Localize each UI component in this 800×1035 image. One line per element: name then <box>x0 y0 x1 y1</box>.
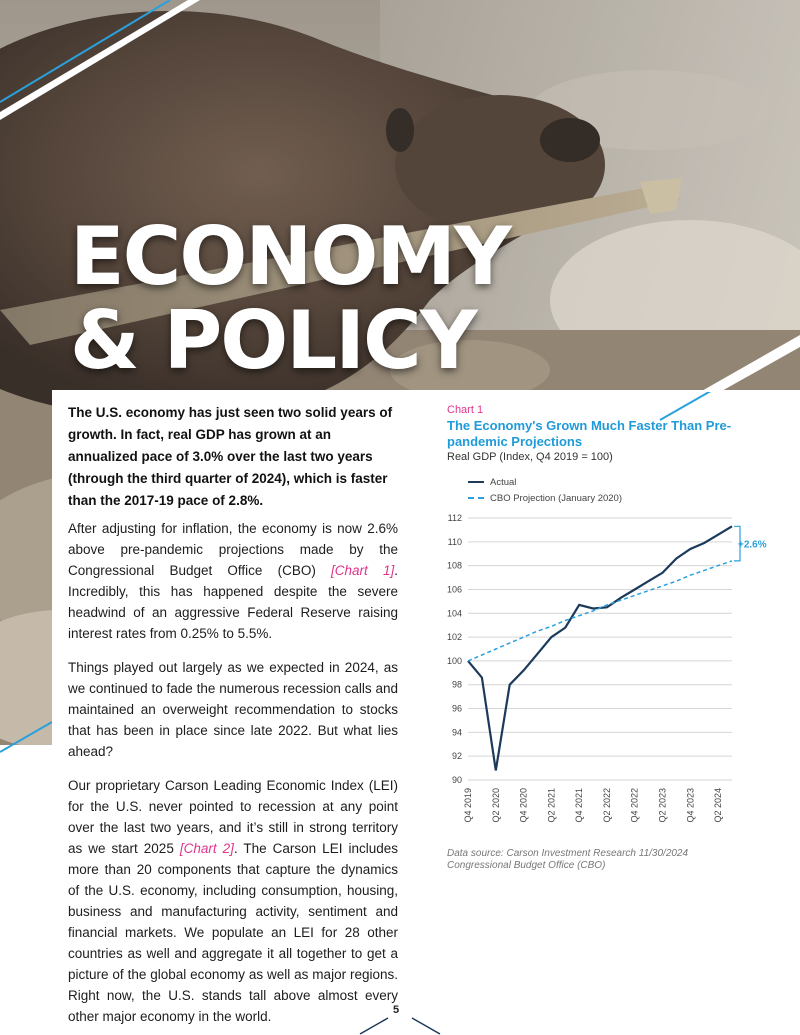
paragraph-1-text-end: . Incredibly, this has happened despite the severe headwind of an aggressive Federal Reserve raising interest rates from 0.25% to 5.5%. <box>68 563 398 641</box>
x-tick-label: Q2 2021 <box>546 788 557 823</box>
y-tick-label: 98 <box>451 679 462 690</box>
chart-label: Chart 1 <box>447 404 484 416</box>
y-tick-label: 108 <box>446 560 462 571</box>
x-tick-label: Q2 2022 <box>601 788 612 823</box>
paragraph-3 <box>68 775 398 1027</box>
y-tick-label: 92 <box>451 751 462 762</box>
legend-item-cbo <box>468 490 622 506</box>
legend-swatch-cbo <box>468 497 484 499</box>
x-tick-label: Q4 2020 <box>518 788 529 823</box>
y-tick-label: 106 <box>446 584 462 595</box>
y-tick-label: 112 <box>447 513 462 523</box>
chart-1-reference-link[interactable]: [Chart 1] <box>331 563 395 578</box>
x-tick-label: Q4 2022 <box>629 788 640 823</box>
chart-title: The Economy's Grown Much Faster Than Pre-pandemic Projections <box>447 418 732 449</box>
page-title-line1: ECONOMY <box>70 210 510 303</box>
paragraph-1 <box>68 518 398 644</box>
legend-label-cbo: CBO Projection (January 2020) <box>490 492 623 504</box>
paragraph-3-text: Our proprietary Carson Leading Economic Index (LEI) for the U.S. never pointed to recession at any point over the last two years, and it’s still in strong territory as we start 2025 <box>68 778 398 856</box>
paragraph-2: Things played out largely as we expected in 2024, as we continued to fade the numerous recession calls and maintained an overweight recommendation to stocks that has been in place since late 2022. But what lies ahead? <box>68 660 398 759</box>
x-tick-label: Q4 2019 <box>463 788 473 823</box>
series-line-cbo <box>468 561 732 661</box>
gdp-line-chart <box>440 505 770 840</box>
source-line-1: Data source: Carson Investment Research 11/30/2024 <box>447 848 689 859</box>
page-number: 5 <box>393 1004 400 1016</box>
legend-item-actual <box>468 474 622 490</box>
page-title <box>70 210 510 387</box>
x-tick-label: Q2 2024 <box>713 788 724 823</box>
source-line-2: Congressional Budget Office (CBO) <box>447 860 606 871</box>
x-tick-label: Q4 2021 <box>574 788 585 823</box>
x-tick-label: Q2 2023 <box>657 788 668 823</box>
y-tick-label: 90 <box>451 775 462 785</box>
y-tick-label: 110 <box>447 536 462 547</box>
chart-legend <box>468 474 622 506</box>
y-tick-label: 102 <box>446 632 462 643</box>
lead-paragraph: The U.S. economy has just seen two solid years of growth. In fact, real GDP has grown at an annualized pace of 3.0% over the last two years (through the third quarter of 2024), which is faster than the 2017-19 pace of 2.8%. <box>68 405 393 508</box>
legend-label-actual: Actual <box>490 476 517 488</box>
x-tick-label: Q2 2020 <box>490 788 501 823</box>
chart-subtitle: Real GDP (Index, Q4 2019 = 100) <box>447 451 613 463</box>
y-tick-label: 100 <box>446 655 462 666</box>
article-column <box>52 390 412 1024</box>
chart-2-reference-link[interactable]: [Chart 2] <box>179 841 234 856</box>
y-tick-label: 94 <box>451 727 462 738</box>
x-tick-label: Q4 2023 <box>685 788 696 823</box>
page-title-line2: & POLICY <box>70 294 476 387</box>
paragraph-1-text: After adjusting for inflation, the economy is now 2.6% above pre-pandemic projections made by the Congressional Budget Office (CBO) <box>68 521 398 578</box>
y-tick-label: 96 <box>451 703 462 714</box>
series-line-actual <box>468 526 732 770</box>
annotation-label: +2.6% <box>738 539 767 551</box>
page-number-decoration <box>350 1008 450 1035</box>
paragraph-3-text-end: . The Carson LEI includes more than 20 components that capture the dynamics of the U.S. economy, including consumption, housing, business and manufacturing activity, sentiment and financial markets. We populate an LEI for 28 other countries as well and aggregate it all together to get a picture of the global economy as well as major regions. Right now, the U.S. stands tall above almost every other major economy in the world. <box>68 841 398 1024</box>
y-tick-label: 104 <box>446 608 462 619</box>
chart-source <box>447 848 688 872</box>
legend-swatch-actual <box>468 481 484 483</box>
